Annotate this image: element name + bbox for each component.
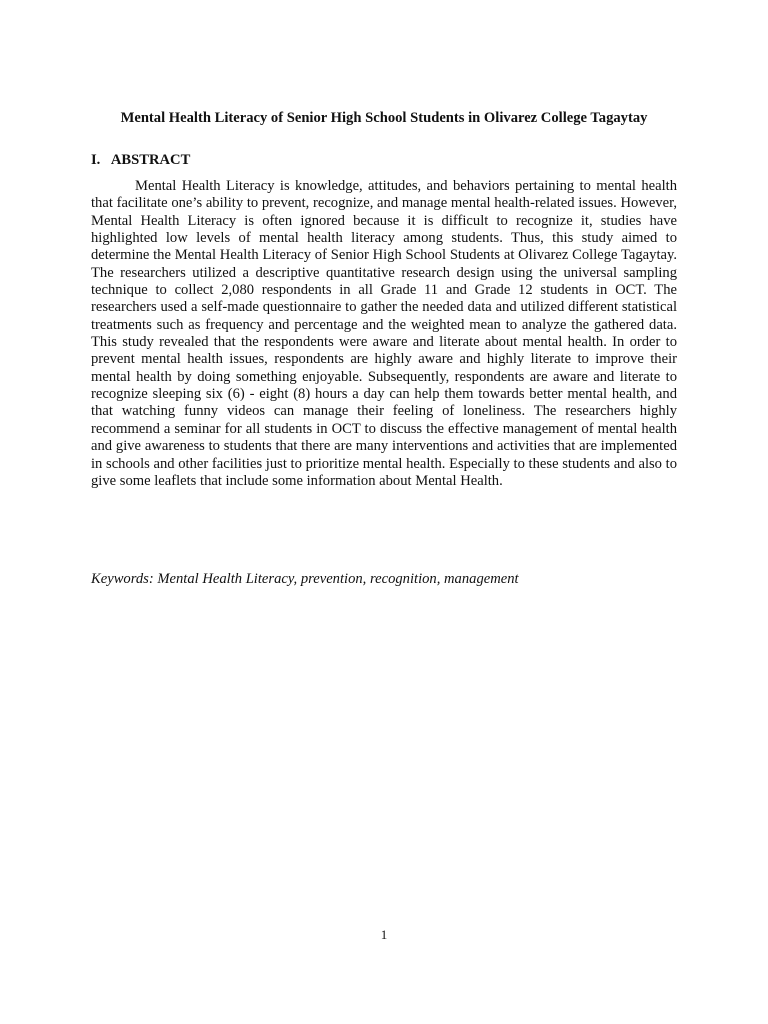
abstract-paragraph: Mental Health Literacy is knowledge, attitudes, and behaviors pertaining to mental health that facilitate one’s ability to prevent, recognize, and manage mental health-related issues. However, Mental Health Literacy is often ignored because it is difficult to recognize it, studies have highlighted low levels of mental health literacy among students. Thus, this study aimed to determine the Mental Health Literacy of Senior High School Students at Olivarez College Tagaytay. The researchers utilized a descriptive quantitative research design using the universal sampling technique to collect 2,080 respondents in all Grade 11 and Grade 12 students in OCT. The researchers used a self-made questionnaire to gather the needed data and utilized different statistical treatments such as frequency and percentage and the weighted mean to analyze the gathered data. This study revealed that the respondents were aware and literate about mental health. In order to prevent mental health issues, respondents are highly aware and highly literate to improve their mental health by doing something enjoyable. Subsequently, respondents are aware and literate to recognize sleeping six (6) - eight (8) hours a day can help them towards better mental health, and that watching funny videos can manage their feeling of loneliness. The researchers highly recommend a seminar for all students in OCT to discuss the effective management of mental health and give awareness to students that there are many interventions and activities that are implemented in schools and other facilities just to prioritize mental health. Especially to these students and also to give some leaflets that include some information about Mental Health. [91, 178, 677, 489]
keywords-line: Keywords: Mental Health Literacy, prevention, recognition, management [91, 571, 519, 587]
section-number: I. [91, 152, 101, 168]
section-heading [91, 150, 190, 170]
paper-title: Mental Health Literacy of Senior High School Students in Olivarez College Tagaytay [120, 110, 648, 126]
page-number: 1 [380, 927, 388, 942]
section-title: ABSTRACT [110, 152, 191, 168]
